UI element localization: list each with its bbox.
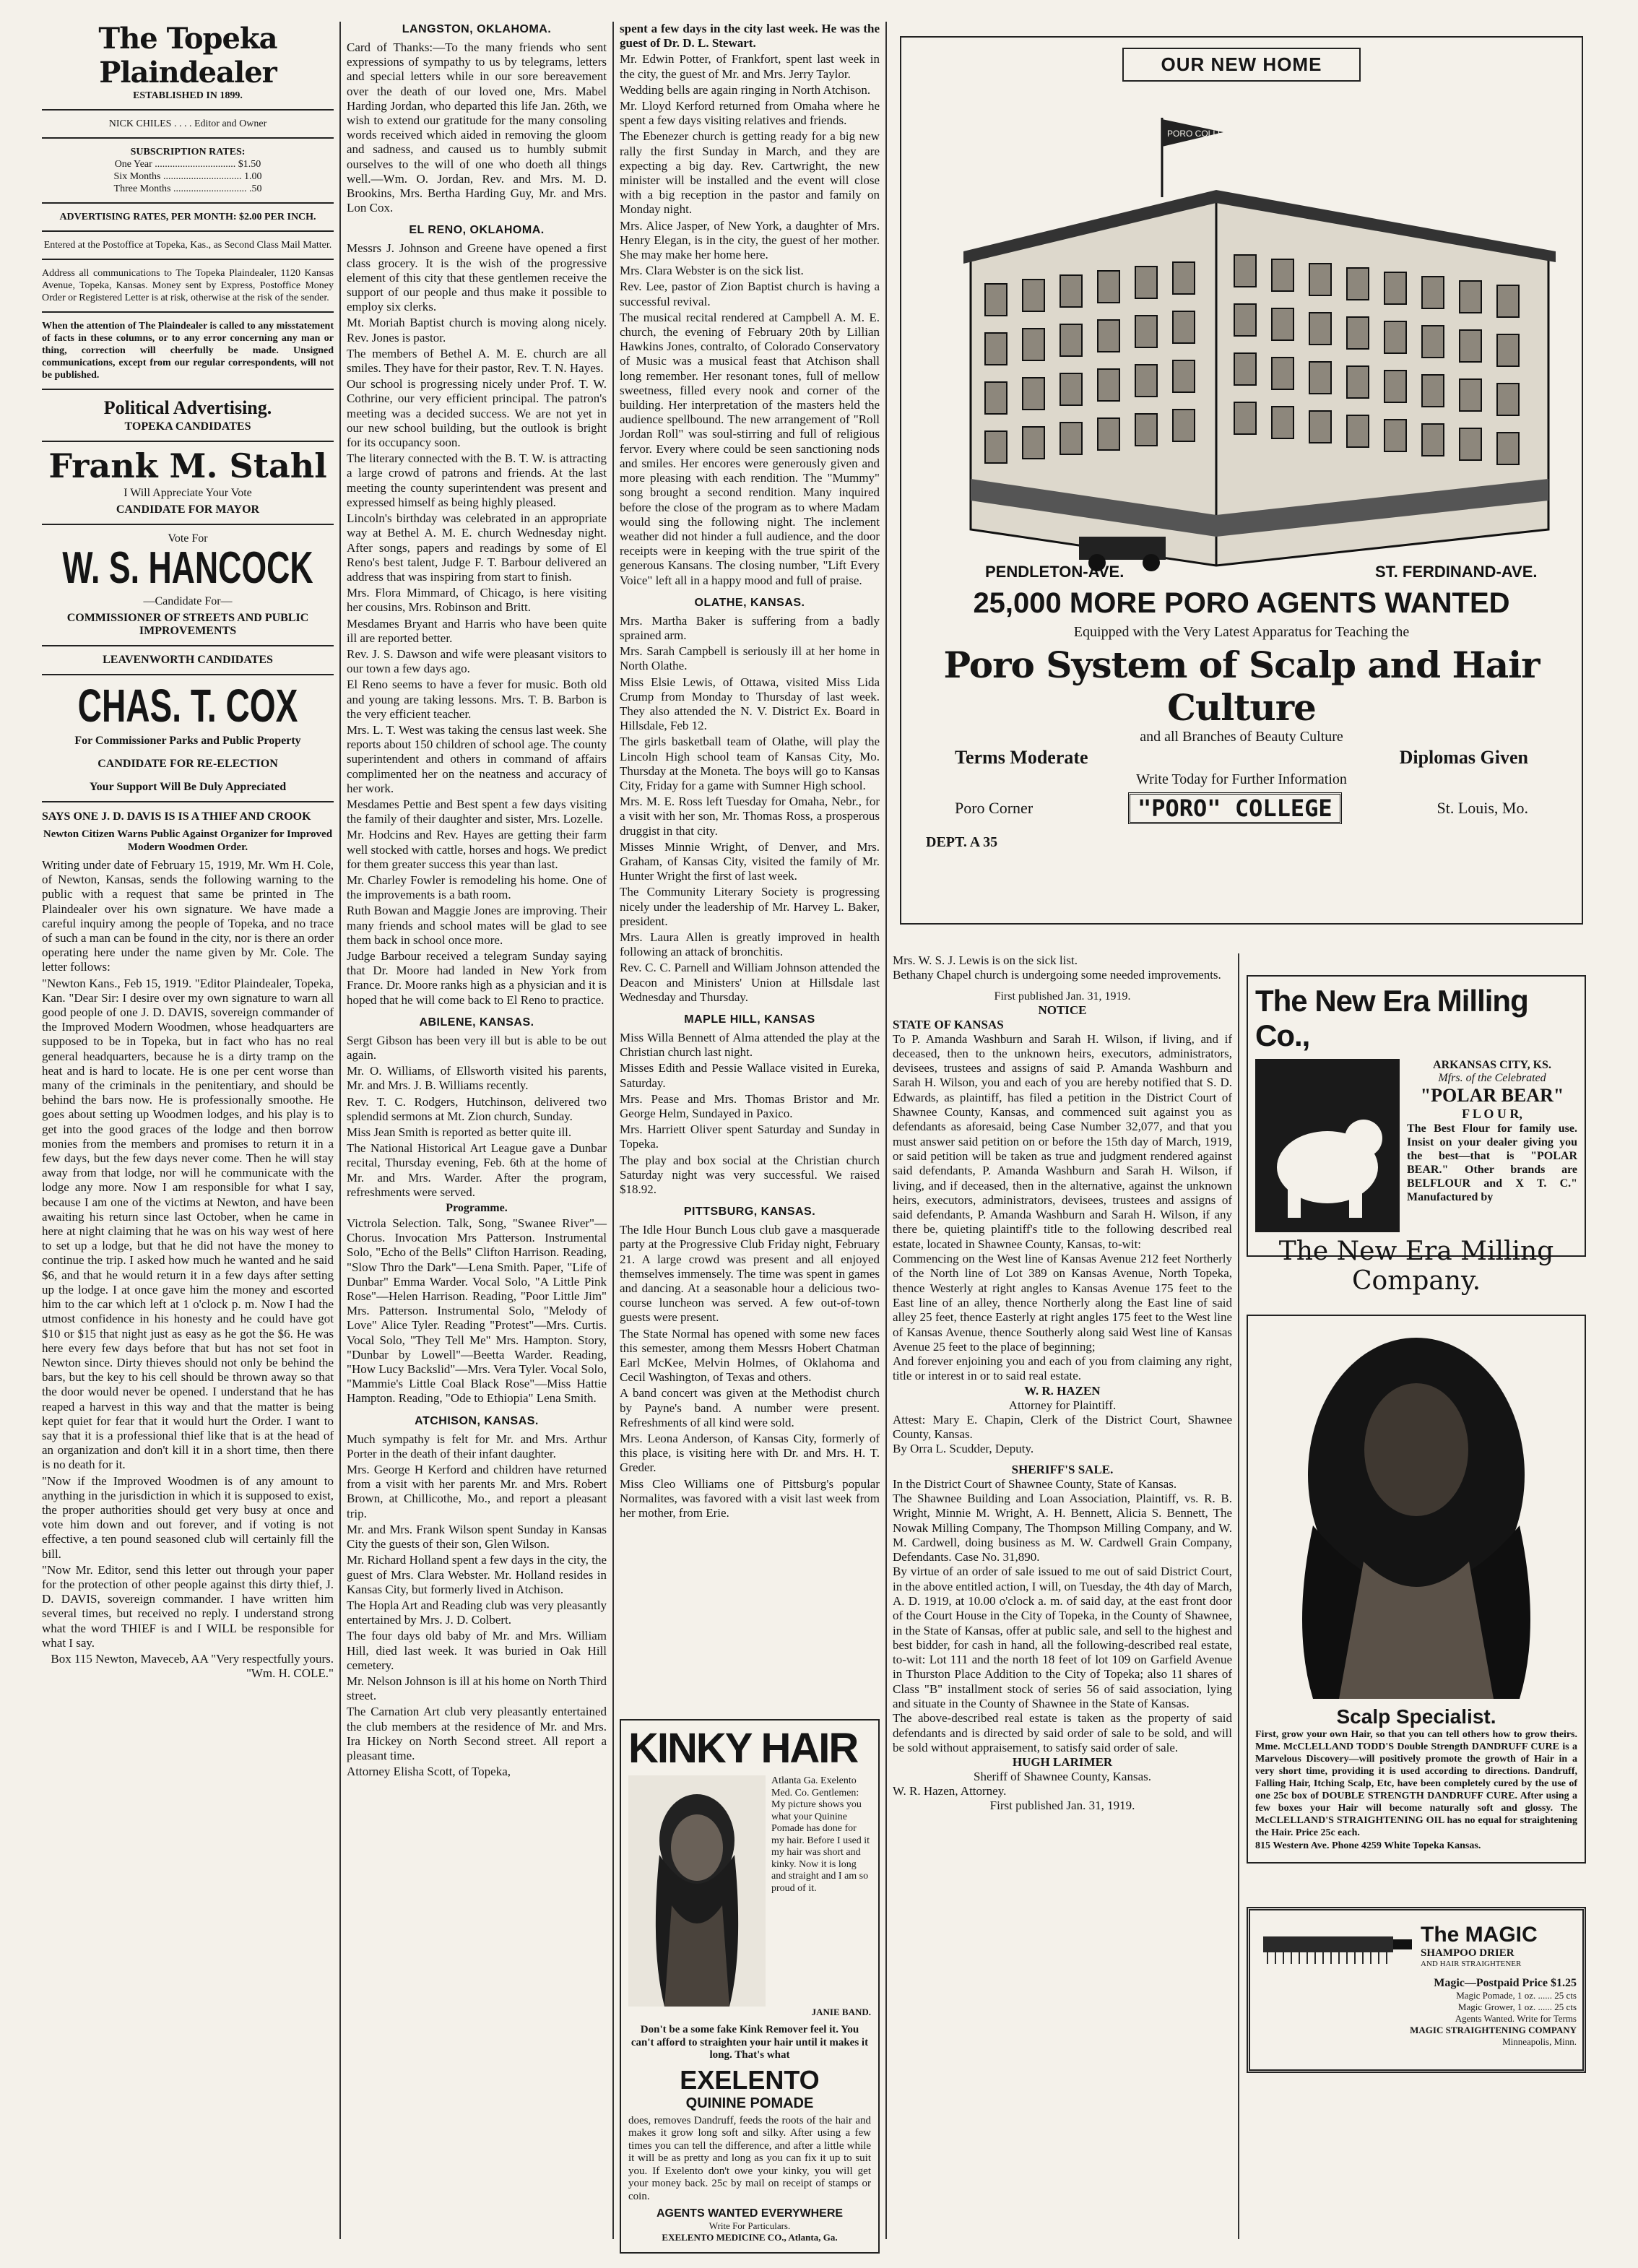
column-2 [347, 22, 607, 2239]
building-window [1234, 304, 1256, 336]
building-window [1497, 334, 1519, 366]
sale-s2: The Shawnee Building and Loan Association, Plaintiff, vs. R. B. Wright, Minnie M. Wright, A. H. Bennett, Alicia S. Bennett, The Nowak Milling Company, The Thompson Milling Company, and W. M. Cardwell, doing business as M. W. Cardwell Grain Company, Defendants. Case No. 31,890. [893, 1491, 1232, 1564]
attest: Attest: Mary E. Chapin, Clerk of the District Court, Shawnee County, Kansas. [893, 1412, 1232, 1442]
correction-notice: When the attention of The Plaindealer is called to any misstatement of facts in these columns, or to any error concerning any man or thing, correction will cheerfully be made. Unsigned communications, except from our regular correspondents, will not be published. [42, 321, 334, 381]
atchison-p6: The four days old baby of Mr. and Mrs. William Hill, died last week. It was buried in Oak Hill cemetery. [347, 1629, 607, 1672]
hazen-signature: W. R. HAZEN [1024, 1383, 1101, 1398]
entered-notice: Entered at the Postoffice at Topeka, Kas., as Second Class Mail Matter. [43, 240, 332, 251]
el-reno-dateline: EL RENO, OKLAHOMA. [409, 224, 545, 237]
building-window [1347, 366, 1369, 398]
building-window [1173, 360, 1195, 392]
atchison-dateline: ATCHISON, KANSAS. [415, 1414, 539, 1427]
kinky-hair-ad [620, 1719, 880, 2254]
col3-p9: The musical recital rendered at Campbell A. M. E. church, the evening of February 20th by Lillian Hawkins Jones, contralto, of Colorado Conservatory of Music was a musical feast that Atchison shall long remember. Her resonant tones, full of mellow sweetness, filled every nook and corner of the building. Her interpretation of the masters held the audience spellbound. The new arrangement of "Roll Jordan Roll" was soul-stirring and full of religious fervor. Every where could be seen sanctioning nods and smiles. Her encores were generously given and more pleasing with each rendition. The "Mummy" song brought a second rendition. Many inquired before the close of the program as to where Madam would sing the following night. The inclement weather did not hinder a full audience, and the door receipts were in keeping with the true spirit of the generous Kansans. The closing number, "Lift Every Voice" left all in a happy mood and full of praise. [620, 310, 880, 587]
building-window [1309, 411, 1331, 443]
poro-agents-wanted: 25,000 MORE PORO AGENTS WANTED [973, 587, 1510, 619]
building-window [1347, 415, 1369, 447]
col3-p6: Mrs. Alice Jasper, of New York, a daughter of Mrs. Henry Elegan, is in the city, the guest of her mother. She may make her home here. [620, 218, 880, 262]
building-window [1060, 423, 1082, 454]
building-window [1497, 285, 1519, 317]
building-window [1023, 329, 1044, 360]
el-reno-p5: The literary connected with the B. T. W. is attracting a large crowd of patrons and friends. At the last meeting the county superintendent was present and expressed himself as being highly pleased. [347, 451, 607, 509]
abilene-p6: Victrola Selection. Talk, Song, "Swanee River"—Chorus. Invocation Mrs Patterson. Instrumental Solo, "Echo of the Bells" Clifton Harrison. Reading, "Slow Thro the Dark"—Lena Smith. Paper, "Life of Dunbar" Emma Warder. Vocal Solo, "A Little Pink Rose"—Helen Harrison. Reading, "Poor Little Jim" Mrs. Patterson. Instrumental Solo, "Melody of Love" Alice Tyler. Reading "Protest"—Mrs. Curtis. Vocal Solo, "They Tell Me" Mrs. Hampton. Story, "Dunbar by Lowell"—Beetta Warder. Reading, "How Lucy Backslid"—Mrs. Vera Tyler. Vocal Solo, "Mammie's Little Coal Black Rose"—Miss Hattie Hampton. Reading, "Ode to Ethiopia" Lena Smith. [347, 1216, 607, 1406]
notice-n2: Commencing on the West line of Kansas Avenue 212 feet Northerly of the North line of Lot 389 on Kansas Avenue, North Topeka, thence Westerly at right angles to Kansas Avenue 175 feet to the East line of an alley, thence Northerly along the East line of said alley 25 feet, thence Easterly at right angles 175 feet to the West line of Kansas Avenue, thence Southerly along said West line of Kansas Avenue 25 feet to the place of beginning; [893, 1252, 1232, 1354]
building-window [1272, 358, 1294, 389]
building-window [1098, 418, 1119, 450]
magic-product: SHAMPOO DRIER [1421, 1947, 1514, 1959]
topeka-candidates: TOPEKA CANDIDATES [124, 420, 251, 433]
building-window [985, 333, 1007, 365]
el-reno-p9: Rev. J. S. Dawson and wife were pleasant visitors to our town a few days ago. [347, 646, 607, 676]
langston-dateline: LANGSTON, OKLAHOMA. [402, 23, 552, 35]
scalp-text: First, grow your own Hair, so that you can tell others how to grow theirs. Mme. McCLELLAND TODD'S Double Strength DANDRUFF CURE is a Marvelous Discovery—will positively promote the growth of Hair in a very short time, providing it is used according to directions. Dandruff, Falling Hair, Itching Scalp, Etc, have been completely cured by the use of one 25c box of DOUBLE STRENGTH DANDRUFF CURE. After using a few boxes your Hair will become naturally soft and glossy. The McCLELLAND'S STRAIGHTENING OIL has no equal for straightening the Hair. Price 25c each. [1255, 1729, 1577, 1838]
bethany-chapel: Bethany Chapel church is undergoing some needed improvements. [893, 968, 1221, 982]
building-window [1460, 330, 1481, 362]
magic-city: Minneapolis, Minn. [1502, 2036, 1577, 2047]
kinky-terms: Write For Particulars. [708, 2220, 791, 2231]
poro-terms: Terms Moderate [955, 747, 1088, 768]
olathe-dateline: OLATHE, KANSAS. [694, 596, 805, 609]
poro-corner: Poro Corner [955, 799, 1034, 817]
polar-bear-icon [1255, 1059, 1400, 1232]
stahl-line1: I Will Appreciate Your Vote [124, 487, 252, 499]
building-window [1384, 420, 1406, 451]
building-window [1460, 281, 1481, 313]
olathe-p5: Mrs. M. E. Ross left Tuesday for Omaha, Nebr., for a visit with her son, Mr. Thomas Ross, a prosperous druggist in that city. [620, 795, 880, 838]
political-title: Political Advertising. [103, 397, 272, 418]
davis-p3: "Now if the Improved Woodmen is of any amount to anything in the jurisdiction in which it is supposed to exist, the proper authorities should get very busy at once and vote him down and out forever, and if voting is not effective, a ten pound seasoned club will certainly fill the bill. [42, 1473, 334, 1561]
milling-title: The New Era Milling Co., [1255, 984, 1528, 1052]
olathe-p6: Misses Minnie Wright, of Denver, and Mrs. Graham, of Kansas City, visited the family of Mr. Hunter Wright the first of last week. [620, 839, 880, 883]
notice-n3: And forever enjoining you and each of you from claiming any right, title or interest in or to said real estate. [893, 1354, 1232, 1383]
exelento-brand: EXELENTO [680, 2064, 820, 2095]
hazen-attorney: W. R. Hazen, Attorney. [893, 1784, 1007, 1799]
column-4 [893, 22, 1590, 2239]
atchison-p4: Mr. Richard Holland spent a few days in the city, the guest of Mrs. Clara Webster. Mr. Holland resides in Kansas City, but formerly lived in Atchison. [347, 1553, 607, 1596]
building-window [1135, 316, 1157, 347]
lewis-sick: Mrs. W. S. J. Lewis is on the sick list. [893, 953, 1078, 967]
vote-for: Vote For [168, 532, 208, 545]
pitt-p3: A band concert was given at the Methodist church by Payne's band. A number were present. Refreshments of all kind were sold. [620, 1386, 880, 1429]
magic-drier-comb-icon [1256, 1916, 1415, 1974]
building-window [1173, 311, 1195, 343]
column-3 [620, 22, 880, 2243]
subscription-title: SUBSCRIPTION RATES: [130, 147, 246, 157]
poro-college-building-illustration [913, 89, 1570, 580]
building-window [1272, 407, 1294, 438]
building-window [1234, 402, 1256, 434]
building-window [1098, 369, 1119, 401]
poro-system: Poro System of Scalp and Hair Culture [943, 644, 1540, 729]
el-reno-p6: Lincoln's birthday was celebrated in an appropriate way at Bethel A. M. E. church Wednesday night. After songs, papers and readings by some of El Reno's best talent, Judge F. T. Barbour delivered an address that was inspiring from start to finish. [347, 511, 607, 584]
col3-p8: Rev. Lee, pastor of Zion Baptist church is having a successful revival. [620, 280, 880, 308]
building-window [1347, 268, 1369, 300]
first-published-2: First published Jan. 31, 1919. [989, 1799, 1135, 1813]
scalp-specialist-ad [1247, 1315, 1586, 1864]
established: ESTABLISHED IN 1899. [133, 90, 243, 101]
col3-p7: Mrs. Clara Webster is on the sick list. [620, 264, 804, 278]
abilene-p3: Rev. T. C. Rodgers, Hutchinson, delivered two splendid sermons at Mt. Zion church, Sunday. [347, 1094, 607, 1123]
maple-p2: Misses Edith and Pessie Wallace visited in Eureka, Saturday. [620, 1061, 880, 1090]
poro-branches: and all Branches of Beauty Culture [1140, 729, 1343, 745]
cox-line2: CANDIDATE FOR RE-ELECTION [98, 758, 278, 770]
building-window [1422, 375, 1444, 407]
maple-p1: Miss Willa Bennett of Alma attended the play at the Christian church last night. [620, 1031, 880, 1060]
el-reno-p12: Mesdames Pettie and Best spent a few days visiting the family of their daughter and sister, Mrs. Lozelle. [347, 797, 607, 826]
pitt-p2: The State Normal has opened with some new faces this semester, among them Messrs Hobert Chatman Earl McKee, Melvin Holmes, of Oklahoma and Cecil Washington, of Texas and others. [620, 1326, 880, 1385]
kinky-body2: does, removes Dandruff, feeds the roots of the hair and makes it grow long soft and silky. After using a few times you can tell the difference, and after a little while it will be as pretty and long as you can fix it up to suit you. If Exelento don't owe your kinky, you will get your money back. 25c by mail on receipt of stamps or coin. [628, 2114, 871, 2202]
olathe-p8: Mrs. Laura Allen is greatly improved in health following an attack of bronchitis. [620, 930, 880, 959]
col3-p4: Mr. Lloyd Kerford returned from Omaha where he spent a few days visiting relatives and friends. [620, 99, 880, 128]
column-1 [42, 22, 334, 2239]
atchison-p9: Attorney Elisha Scott, of Topeka, [347, 1765, 511, 1779]
olathe-p7: The Community Literary Society is progressing nicely under the leadership of Mr. Harvey L. Baker, president. [620, 885, 880, 928]
building-window [1384, 272, 1406, 304]
col3-p5: The Ebenezer church is getting ready for a big new rally the first Sunday in March, and they are expecting a big day. Rev. Cartwright, the new minister will be installed and the event will close with a big reception in the pastor and family on Monday night. [620, 129, 880, 217]
kinky-company: EXELENTO MEDICINE CO., Atlanta, Ga. [662, 2232, 838, 2243]
poro-write: Write Today for Further Information [1136, 771, 1347, 787]
kinky-testimonial: Atlanta Ga. Exelento Med. Co. Gentlemen: My picture shows you what your Quinine Pomade has done for my hair. Before I used it my hair was short and kinky. Now it is long and straight and I am so proud of it. [771, 1775, 870, 1894]
atchison-p5: The Hopla Art and Reading club was very pleasantly entertained by Mrs. J. D. Colbert. [347, 1598, 607, 1627]
building-window [1309, 362, 1331, 394]
hazen-title: Attorney for Plaintiff. [1008, 1398, 1117, 1412]
pitt-p4: Mrs. Leona Anderson, of Kansas City, formerly of this place, is visiting here with Dr. and Mrs. H. T. Greder. [620, 1432, 880, 1475]
olathe-p4: The girls basketball team of Olathe, will play the Lincoln High school team of Kansas City, Mo. Thursday at the Moneta. The boys will go to Kansas City, Friday for a game with Sumner High school. [620, 735, 880, 792]
abilene-dateline: ABILENE, KANSAS. [419, 1016, 534, 1029]
kinky-body1: Don't be a some fake Kink Remover feel it. You can't afford to straighten your hair until it makes it long. That's what [630, 2024, 869, 2061]
building-window [1272, 308, 1294, 340]
new-era-milling-ad [1247, 975, 1586, 1296]
building-window [1060, 324, 1082, 356]
cox-name: CHAS. T. COX [77, 680, 298, 732]
scalp-address: 815 Western Ave. Phone 4259 White Topeka Kansas. [1255, 1840, 1481, 1851]
building-window [985, 382, 1007, 414]
abilene-p2: Mr. O. Williams, of Ellsworth visited his parents, Mr. and Mrs. J. B. Williams recently. [347, 1064, 607, 1093]
building-window [1384, 371, 1406, 402]
first-published-1: First published Jan. 31, 1919. [994, 990, 1131, 1003]
davis-headline: SAYS ONE J. D. DAVIS IS IS A THIEF AND CROOK [42, 810, 311, 823]
hancock-name: W. S. HANCOCK [62, 543, 313, 593]
building-window [1060, 275, 1082, 307]
olathe-p9: Rev. C. C. Parnell and William Johnson attended the Deacon and Ministers' Union at Hillsdale last Wednesday and Thursday. [620, 961, 880, 1004]
el-reno-p10: El Reno seems to have a fever for music. Both old and young are taking lessons. Mrs. T. B. Barbon is the very efficient teacher. [347, 678, 607, 721]
masthead-title: The Topeka Plaindealer [98, 22, 277, 90]
rate-six: Six Months ............................... 1.00 [113, 171, 262, 182]
building-window [1384, 321, 1406, 353]
deputy: By Orra L. Scudder, Deputy. [893, 1442, 1034, 1456]
stahl-line2: CANDIDATE FOR MAYOR [116, 503, 260, 516]
atchison-p1: Much sympathy is felt for Mr. and Mrs. Arthur Porter in the death of their infant daughter. [347, 1432, 607, 1460]
address-notice: Address all communications to The Topeka Plaindealer, 1120 Kansas Avenue, Topeka, Kansas. Money sent by Express, Postoffice Money Order or Registered Letter is at risk, otherwise at the risk of the sender. [42, 268, 334, 303]
building-window [1497, 433, 1519, 464]
magic-l1: Magic Pomade, 1 oz. ...... 25 cts [1456, 1990, 1577, 2001]
st-ferdinand-ave-label: ST. FERDINAND-AVE. [1375, 563, 1538, 581]
el-reno-p11: Mrs. L. T. West was taking the census last week. She reports about 150 children of school age. The county superintendent and others in command of affairs complimented her on the neatness and accuracy of her work. [347, 722, 607, 795]
poro-college-ad [900, 36, 1583, 925]
pittsburg-dateline: PITTSBURG, KANSAS. [683, 1206, 816, 1219]
building-window [1234, 255, 1256, 287]
pitt-p5: Miss Cleo Williams one of Pittsburg's popular Normalites, was favored with a visit last week from her mother, from Erie. [620, 1476, 880, 1520]
rate-year: One Year ................................ $1.50 [114, 159, 261, 170]
building-window [1309, 264, 1331, 295]
magic-price: Magic—Postpaid Price $1.25 [1434, 1977, 1577, 1989]
el-reno-p16: Judge Barbour received a telegram Sunday saying that Dr. Moore had landed in New York from France. Dr. Moore ranks high as a physician and it is hoped that he will come back to El Reno to practice. [347, 948, 607, 1007]
kinky-agents: AGENTS WANTED EVERYWHERE [656, 2207, 844, 2220]
building-window [1023, 378, 1044, 410]
pitt-p1: The Idle Hour Bunch Lous club gave a masquerade party at the Progressive Club Friday night, February 21. A large crowd was present and all enjoyed themselves immensely. The time was spent in games and dancing. At a seasonable hour a delicious two-course luncheon was served. A few out-of-town guests were present. [620, 1223, 880, 1325]
larimer-title: Sheriff of Shawnee County, Kansas. [974, 1770, 1151, 1784]
atchison-p8: The Carnation Art club very pleasantly entertained the club members at the residence of Mr. and Mrs. Ira Hickey on North Second street. All report a pleasant time. [347, 1705, 607, 1762]
hancock-line1: —Candidate For— [143, 595, 233, 607]
poro-college-logo: "PORO" COLLEGE [1128, 792, 1342, 824]
davis-p1: Writing under date of February 15, 1919, Mr. Wm H. Cole, of Newton, Kansas, sends the following warning to the public with a request that same be printed in The Plaindealer over his own signature. We have made a careful inquiry among the people of Topeka, and no trace of such a man can be found in the city, nor is there an order operating here under the name given by Mr. Cole. The letter follows: [42, 858, 334, 974]
building-window [1173, 262, 1195, 294]
polar-bear-brand: "POLAR BEAR" [1420, 1085, 1564, 1106]
sale-s4: The above-described real estate is taken as the property of said defendants and is directed by said order of sale to be sold, and will be sold without appraisement, to satisfy said order of sale. [893, 1711, 1232, 1754]
notice-title: NOTICE [1038, 1003, 1087, 1017]
el-reno-p3: The members of Bethel A. M. E. church are all smiles. They have for their pastor, Rev. T. N. Hayes. [347, 346, 607, 376]
building-window [1460, 379, 1481, 411]
abilene-p4: Miss Jean Smith is reported as better quite ill. [347, 1125, 572, 1140]
magic-company: MAGIC STRAIGHTENING COMPANY [1410, 2025, 1577, 2035]
building-window [1023, 280, 1044, 311]
building-window [1272, 259, 1294, 291]
magic-l3: Agents Wanted. Write for Terms [1455, 2013, 1577, 2024]
el-reno-p1: Messrs J. Johnson and Greene have opened a first class grocery. It is the wish of the progressive element of this city that these gentlemen receive the support of our people and thus make it possible to employ six clerks. [347, 241, 607, 314]
atchison-p7: Mr. Nelson Johnson is ill at his home on North Third street. [347, 1674, 607, 1703]
advertising-rates: ADVERTISING RATES, PER MONTH: $2.00 PER INCH. [59, 212, 316, 222]
abilene-p1: Sergt Gibson has been very ill but is able to be out again. [347, 1033, 607, 1062]
notice-n1: To P. Amanda Washburn and Sarah H. Wilson, if living, and if deceased, then to the unknown heirs, executors, administrators, devisees, trustees and assigns of said P. Amanda Washburn and Sarah H. Wilson, you and each of you are hereby notified that S. D. Edwards, as plaintiff, has filed a petition in the District Court of Shawnee County, Kansas, and commenced suit against you as defendants as aforesaid, being Case Number 32,077, and that you must answer said petition on or before the 15th day of March, 1919, or said petition will be taken as true and judgment rendered against said defendants, P. Amanda Washburn and Sarah H. Wilson, if living, and if deceased, then in the alternative, against the unknown heirs, executors, administrators, devisees, trustees and assigns of said defendants, P. Amanda Washburn and Sarah H. Wilson, if any there be, quieting plaintiff's title to the following described real estate, located in Shawnee County, Kansas, to-wit: [893, 1031, 1232, 1251]
cox-line1: For Commissioner Parks and Public Property [74, 735, 301, 747]
olathe-p2: Mrs. Sarah Campbell is seriously ill at her home in North Olathe. [620, 644, 880, 673]
building-window [1135, 267, 1157, 298]
el-reno-p2: Mt. Moriah Baptist church is moving along nicely. Rev. Jones is pastor. [347, 316, 607, 345]
legal-notices [893, 953, 1232, 2239]
el-reno-p13: Mr. Hodcins and Rev. Hayes are getting their farm well stocked with cattle, horses and hogs. We predict for them greater success this year than last. [347, 828, 607, 871]
building-window [1098, 320, 1119, 352]
davis-subhead: Newton Citizen Warns Public Against Organizer for Improved Modern Woodmen Order. [43, 828, 333, 853]
woman-portrait-illustration [628, 1775, 766, 2007]
el-reno-p7: Mrs. Flora Mimmard, of Chicago, is here visiting her cousins, Mrs. Robinson and Britt. [347, 586, 607, 615]
el-reno-p4: Our school is progressing nicely under Prof. T. W. Cothrine, our very efficient principal. The patron's meeting was a decided success. We are not yet in our new school building, but the outlook is bright for its occupancy soon. [347, 377, 607, 450]
rate-three: Three Months ............................. .50 [113, 183, 262, 194]
building-window [1309, 313, 1331, 345]
maple-p4: Mrs. Harriett Oliver spent Saturday and Sunday in Topeka. [620, 1122, 880, 1151]
kinky-headline: KINKY HAIR [628, 1725, 858, 1772]
col3-p1: spent a few days in the city last week. He was the guest of Dr. D. L. Stewart. [620, 22, 880, 51]
larimer-signature: HUGH LARIMER [1012, 1755, 1113, 1770]
sale-s1: In the District Court of Shawnee County, State of Kansas. [893, 1476, 1177, 1491]
our-new-home-heading: OUR NEW HOME [1122, 48, 1361, 82]
poro-equipped: Equipped with the Very Latest Apparatus for Teaching the [1073, 624, 1410, 640]
atchison-p3: Mr. and Mrs. Frank Wilson spent Sunday in Kansas City the guests of their son, Glen Wilson. [347, 1522, 607, 1551]
building-window [1347, 317, 1369, 349]
maple-p5: The play and box social at the Christian church Saturday night was very successful. We raised $18.92. [620, 1153, 880, 1197]
davis-p5: Box 115 Newton, Maveceb, AA "Very respectfully yours. "Wm. H. COLE." [51, 1651, 334, 1681]
sale-s3: By virtue of an order of sale issued to me out of said District Court, in the above entitled action, I will, on Tuesday, the 4th day of March, A. D. 1919, at 10.00 o'clock a. m. of said day, at the east front door of the Court House in the City of Topeka, in the County of Shawnee, in the State of Kansas, offer at public sale, and sell to the highest and best bidder, for cash in hand, all the following-described real estate, to-wit: Lot 111 and the north 18 feet of lot 109 on Garfield Avenue in Thurston Place Addition to the City of Topeka; also 11 shares of Class "B" installment stock of series 56 of said association, lying and situate in the County of Shawnee in the State of Kansas. [893, 1564, 1232, 1711]
magic-brand: The MAGIC [1421, 1922, 1538, 1947]
milling-footer: The New Era Milling Company. [1278, 1237, 1554, 1296]
milling-city: ARKANSAS CITY, KS. [1433, 1059, 1551, 1071]
maple-hill-dateline: MAPLE HILL, KANSAS [684, 1013, 815, 1026]
building-window [1422, 326, 1444, 358]
building-window [1135, 414, 1157, 446]
building-window [1422, 424, 1444, 456]
sheriffs-sale-title: SHERIFF'S SALE. [1011, 1462, 1114, 1476]
davis-p2: "Newton Kans., Feb 15, 1919. "Editor Plaindealer, Topeka, Kan. "Dear Sir: I desire over my own signature to warn all good people of one J. D. DAVIS, sovereign commander of the Improved Modern Woodmen, whose headquarters are supposed to be in Topeka, but in fact who has no real general headquarters, because he is a dirty tramp on the heat and is hard to locate. He is one per cent worse than many of the criminals in the penitentiary, and should be behind the bars now. He is professionally smoothe. He goes about setting up Woodmen lodges, and his play is to get into the good graces of the lodge and then borrow monies from the members and promises to return it in a few days, but the few days never come. Then he will stay away from that lodge, nor will he communicate with the lodge any more. Now I am responsible for what I say, because I am one of the victims at Newton, and have been awaiting his return since last October, when he came in here at night claiming that he was on his way west of here to set up a lodge, but that he did not have the money to continue the trip. I asked how much he wanted and he said $6, and that he would return it in a few days after setting up the lodge. I at once gave him the money and escorted him to the car which left at 1 o'clock p. m. Now I had the utmost confidence in his honesty and he could have got $10 or $15 that night just as easy as he got the $6. He was here every few days before that but has not set foot in Newton since. Dirty thieves should not only be behind the bars, but the key to his cell should be thrown away so that the door would never be opened. I understand that he has reaped a harvest in this way and that the matter is being kept quiet for fear that it would hurt the Order. I want to say that it is a professional thief like that is at the head of an organization and don't kill it in a short time, then there is no death for it. [42, 976, 334, 1472]
milling-flour: F L O U R, [1462, 1107, 1522, 1121]
kinky-signer: JANIE BAND. [811, 2007, 871, 2017]
cox-line3: Your Support Will Be Duly Appreciated [89, 781, 287, 793]
poro-dept: DEPT. A 35 [926, 834, 998, 850]
state-of-kansas: STATE OF KANSAS [893, 1017, 1004, 1031]
poro-diplomas: Diplomas Given [1399, 747, 1528, 768]
building-window [1060, 373, 1082, 405]
building-window [1497, 384, 1519, 415]
leavenworth-candidates: LEAVENWORTH CANDIDATES [103, 654, 273, 666]
olathe-p1: Mrs. Martha Baker is suffering from a badly sprained arm. [620, 613, 880, 642]
milling-text: The Best Flour for family use. Insist on your dealer giving you the best—that is "POLAR BEAR." Other brands are BELFLOUR and X T. C." Manufactured by [1407, 1122, 1577, 1203]
magic-sub: AND HAIR STRAIGHTENER [1421, 1959, 1522, 1968]
atchison-p2: Mrs. George H Kerford and children have returned from a visit with her parents Mr. and Mrs. Robert Brown, at Chillicothe, Mo., and report a pleasant trip. [347, 1463, 607, 1520]
magic-shampoo-ad [1247, 1907, 1586, 2073]
building-window [1173, 410, 1195, 441]
building-window [1023, 427, 1044, 459]
building-window [985, 431, 1007, 463]
davis-p4: "Now Mr. Editor, send this letter out through your paper for the protection of other people against this dirty thief, J. D. DAVIS, sovereign commander. I have written him several times, but received no reply. I understand strong what the word THIEF is and I WILL be responsible for what I say. [42, 1562, 334, 1650]
maple-p3: Mrs. Pease and Mrs. Thomas Bristor and Mr. George Helm, Sundayed in Paxico. [620, 1091, 880, 1121]
exelento-product: QUININE POMADE [685, 2095, 814, 2111]
col3-p3: Wedding bells are again ringing in North Atchison. [620, 82, 871, 97]
abilene-p5: The National Historical Art League gave a Dunbar recital, Thursday evening, Feb. 6th at the home of Mr. and Mrs. Warder. After the program, refreshments were served. [347, 1141, 607, 1199]
editor-line: NICK CHILES . . . . Editor and Owner [108, 118, 267, 129]
building-window [1422, 277, 1444, 308]
building-window [1135, 365, 1157, 397]
long-hair-portrait-illustration [1255, 1323, 1577, 1699]
el-reno-p15: Ruth Bowan and Maggie Jones are improving. Their many friends and school mates will be glad to see them back in school once more. [347, 904, 607, 947]
el-reno-p8: Mesdames Bryant and Harris who have been quite ill are reported better. [347, 616, 607, 645]
building-window [1234, 353, 1256, 385]
scalp-title: Scalp Specialist. [1336, 1705, 1496, 1728]
langston-p1: Card of Thanks:—To the many friends who sent expressions of sympathy to us by telegrams, letters and special letters while in our sore bereavement over the death of our loved one, Mrs. Mabel Harding Jordan, who departed this life Jan. 26th, we wish to extend our gratitude for the many consoling words received which aided in removing the gloom and sadness, and caused us to humbly submit ourselves to the will of one who doeth all things well.—Wm. O. Jordan, Rev. and Mrs. M. D. Brookins, Mrs. Bertha Harding Guy, Mr. and Mrs. Lon Cox. [347, 40, 607, 215]
building-window [985, 284, 1007, 316]
pendleton-ave-label: PENDLETON-AVE. [985, 563, 1124, 581]
building-window [1098, 271, 1119, 303]
olathe-p3: Miss Elsie Lewis, of Ottawa, visited Miss Lida Crump from Monday to Thursday of last week. They also attended the N. V. District Ex. Board in Hillsdale, Feb 12. [620, 675, 880, 733]
hancock-line2: COMMISSIONER OF STREETS AND PUBLIC IMPROVEMENTS [66, 612, 309, 637]
building-window [1460, 428, 1481, 460]
el-reno-p14: Mr. Charley Fowler is remodeling his home. One of the improvements is a bath room. [347, 873, 607, 902]
stahl-name: Frank M. Stahl [48, 446, 327, 485]
col3-p2: Mr. Edwin Potter, of Frankfort, spent last week in the city, the guest of Mr. and Mrs. Jerry Taylor. [620, 52, 880, 81]
abilene-programme: Programme. [446, 1202, 508, 1215]
flag-label: PORO COLLEGE [1167, 129, 1236, 139]
poro-city: St. Louis, Mo. [1436, 799, 1528, 817]
milling-mfrs: Mfrs. of the Celebrated [1438, 1072, 1546, 1084]
magic-l2: Magic Grower, 1 oz. ...... 25 cts [1457, 2001, 1577, 2012]
